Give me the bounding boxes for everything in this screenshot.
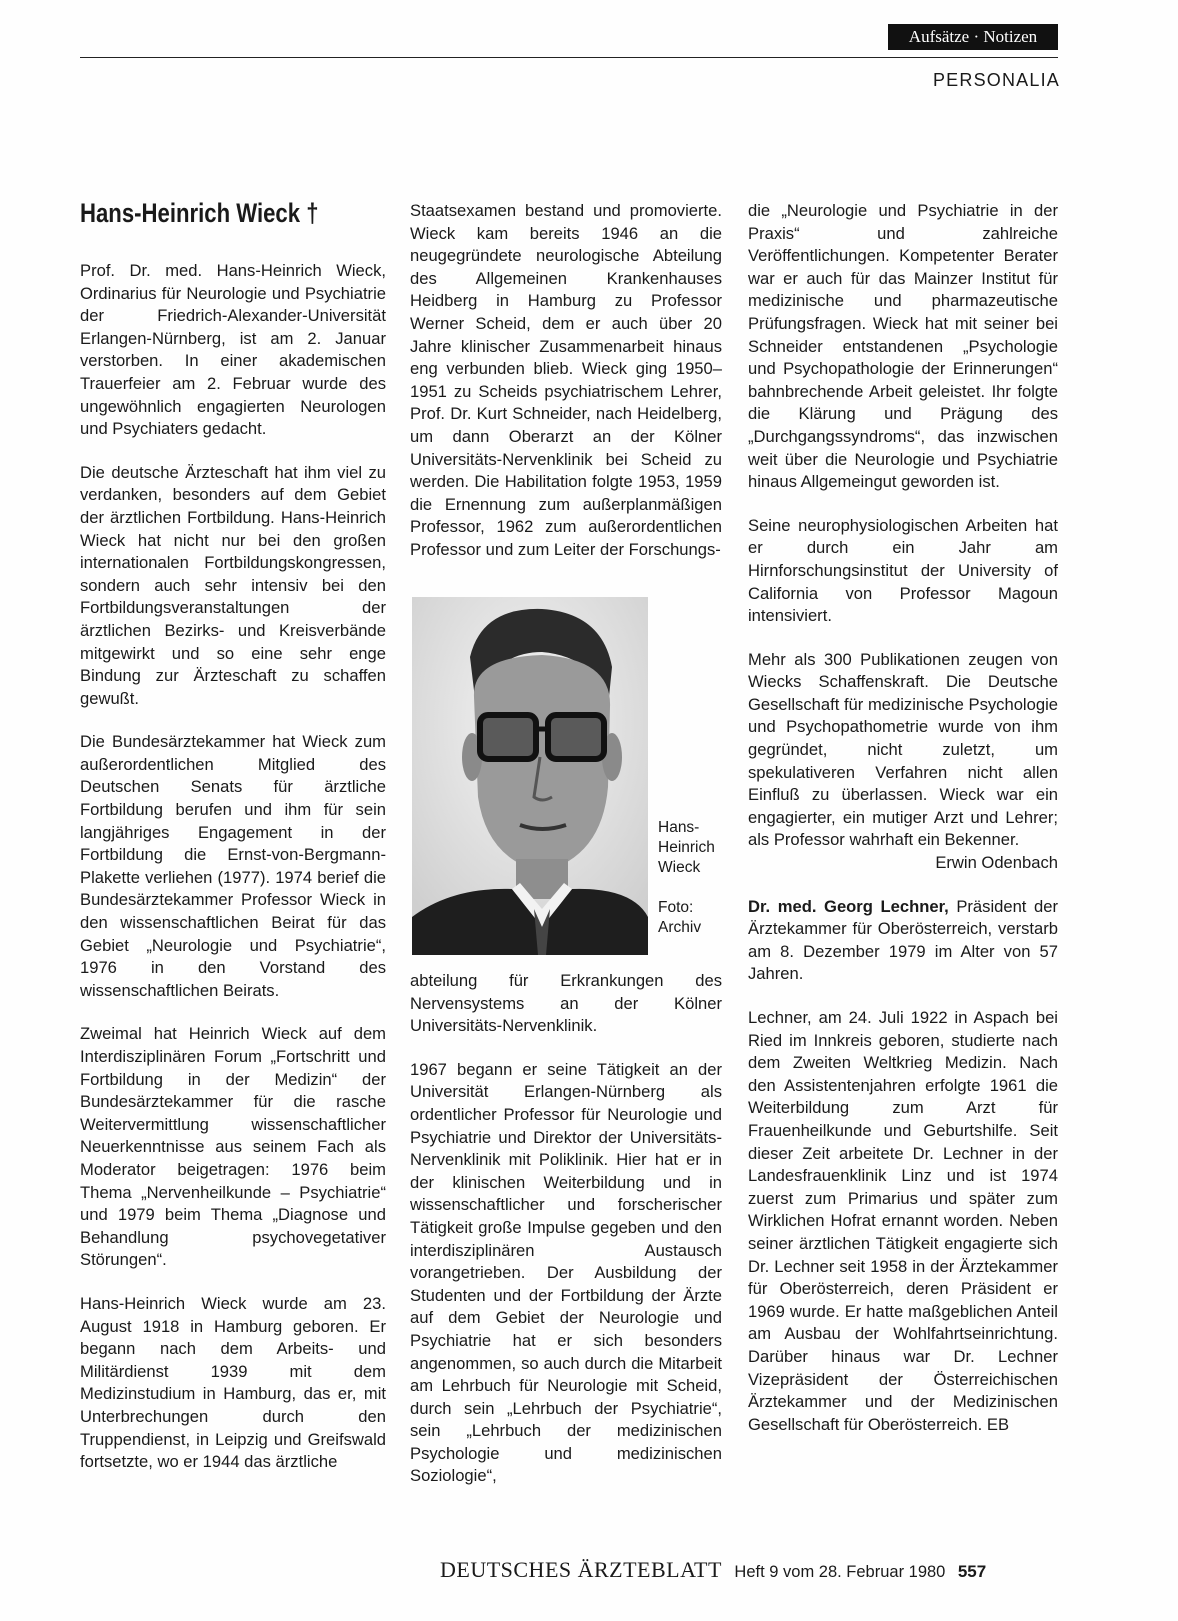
caption-line: Heinrich xyxy=(658,839,715,856)
paragraph: abteilung für Erkrankungen des Nervensystems an der Kölner Universitäts-Nervenklinik. xyxy=(410,971,722,1036)
journal-name: DEUTSCHES ÄRZTEBLATT xyxy=(440,1557,722,1582)
rubric: PERSONALIA xyxy=(932,70,1060,90)
notice-intro-text: Präsident der Ärztekammer für Oberösterreich, verstarb am 8. Dezember 1979 im Alter von 57 Jahren. xyxy=(748,896,1058,984)
paragraph: Die deutsche Ärzteschaft hat ihm viel zu verdanken, besonders auf dem Gebiet der ärztlichen Fortbildung. Hans-Heinrich Wieck hat nicht nur bei den großen internationalen Fortbildungskongressen, sondern auch sehr intensiv bei den Fortbildungsveranstaltungen der ärztlichen Bezirks- und Kreisverbände mitgewirkt und so eine sehr enge Bindung zur Ärzteschaft zu schaffen gewußt. xyxy=(80,462,386,708)
notice-body-text: Lechner, am 24. Juli 1922 in Aspach bei Ried im Innkreis geboren, studierte nach dem Zweiten Weltkrieg Medizin. Nach den Assistentenjahren erfolgte 1961 die Weiterbildung zum Arzt für Frauenheilkunde und Geburtshilfe. Seit dieser Zeit arbeitete Dr. Lechner in der Landesfrauenklinik Linz und ist 1974 zuerst zum Primarius und später zum Wirklichen Hofrat ernannt worden. Neben seiner ärztlichen Tätigkeit engagierte sich Dr. Lechner seit 1958 in der Ärztekammer für Oberösterreich, deren Präsident er 1969 wurde. Er hatte maßgeblichen Anteil am Ausbau der Wohlfahrtseinrichtung. Darüber hinaus war Dr. Lechner Vizepräsident der Österreichischen Ärztekammer und der Medizinischen Gesellschaft für Oberösterreich. xyxy=(748,1008,1058,1434)
issue-info: Heft 9 vom 28. Februar 1980 xyxy=(734,1563,946,1581)
notice-name: Dr. med. Georg Lechner, xyxy=(748,896,949,916)
column-3 xyxy=(748,200,1058,1457)
page-footer xyxy=(440,1557,986,1583)
author-signature: Erwin Odenbach xyxy=(935,853,1058,873)
caption-line: Hans- xyxy=(658,819,700,836)
article-title: Hans-Heinrich Wieck † xyxy=(80,198,319,228)
notice-initials: EB xyxy=(986,1414,1010,1434)
paragraph: Zweimal hat Heinrich Wieck auf dem Interdisziplinären Forum „Fortschritt und Fortbildung in der Medizin“ der Bundesärztekammer für die rasche Weitervermittlung wissenschaftlicher Neuerkenntnisse aus seinem Fach als Moderator beigetragen: 1976 beim Thema „Nervenheilkunde – Psychiatrie“ und 1979 beim Thema „Diagnose und Behandlung psychovegetativer Störungen“. xyxy=(80,1024,386,1270)
portrait-photo xyxy=(412,597,648,955)
paragraph: Hans-Heinrich Wieck wurde am 23. August 1918 in Hamburg geboren. Er begann nach dem Arbeits- und Militärdienst 1939 mit dem Medizinstudium in Hamburg, das er, mit Unterbrechungen durch den Truppendienst, in Leipzig und Greifswald fortsetzte, wo er 1944 das ärztliche xyxy=(80,1293,386,1472)
page-number: 557 xyxy=(957,1562,987,1581)
caption-line: Archiv xyxy=(658,919,702,936)
paragraph: Prof. Dr. med. Hans-Heinrich Wieck, Ordinarius für Neurologie und Psychiatrie der Friedrich-Alexander-Universität Erlangen-Nürnberg, ist am 2. Januar verstorben. In einer akademischen Trauerfeier am 2. Februar wurde des ungewöhnlich engagierten Neurologen und Psychiaters gedacht. xyxy=(80,261,386,439)
paragraph-text: Mehr als 300 Publikationen zeugen von Wiecks Schaffenskraft. Die Deutsche Gesellschaft für medizinische Psychologie und Psychopathometrie wurde von ihm gegründet, nicht zuletzt, um spekulativeren Verfahren nicht allen Einfluß zu überlassen. Wieck war ein engagierter, ein mutiger Arzt und Lehrer; als Professor wahrhaft ein Bekenner. xyxy=(748,649,1058,850)
paragraph: 1967 begann er seine Tätigkeit an der Universität Erlangen-Nürnberg als ordentlicher Professor für Neurologie und Psychiatrie und Direktor der Universitäts-Nervenklinik mit Poliklinik. Hier hat er in der klinischen Weiterbildung und in wissenschaftlicher und forscherischer Tätigkeit große Impulse gegeben und den interdisziplinären Austausch vorangetrieben. Der Ausbildung der Studenten und der Fortbildung der Ärzte auf dem Gebiet der Neurologie und Psychiatrie hat er sich besonders angenommen, so auch durch die Mitarbeit am Lehrbuch für Neurologie mit Scheid, durch sein „Lehrbuch der Psychiatrie“, sein „Lehrbuch der medizinischen Psychologie und medizinischen Soziologie“, xyxy=(410,1059,722,1486)
photo-caption xyxy=(658,818,728,938)
paragraph: Die Bundesärztekammer hat Wieck zum außerordentlichen Mitglied des Deutschen Senats für ärztliche Fortbildung berufen und ihm für sein langjähriges Engagement in der Fortbildung die Ernst-von-Bergmann-Plakette verliehen (1977). 1974 berief die Bundesärztekammer Professor Wieck in den wissenschaftlichen Beirat für das Gebiet „Neurologie und Psychiatrie“, 1976 in den Vorstand des wissenschaftlichen Beirats. xyxy=(80,732,386,1000)
notice-intro xyxy=(748,896,1058,986)
caption-line: Foto: xyxy=(658,899,694,916)
header-rule xyxy=(80,57,1058,58)
caption-line: Wieck xyxy=(658,859,701,876)
paragraph: Seine neurophysiologischen Arbeiten hat er durch ein Jahr am Hirnforschungsinstitut der University of California von Professor Magoun intensiviert. xyxy=(748,515,1058,626)
paragraph: die „Neurologie und Psychiatrie in der Praxis“ und zahlreiche Veröffentlichungen. Kompetenter Berater war er auch für das Mainzer Institut für medizinische und pharmazeutische Prüfungsfragen. Wieck hat mit seiner bei Schneider entstandenen „Psychologie und Psychopathologie der Erinnerungen“ bahnbrechende Arbeit geleistet. Ihr folgte die Klärung und Prägung des „Durchgangssyndroms“, das inzwischen weit über die Neurologie und Psychiatrie hinaus Allgemeingut geworden ist. xyxy=(748,201,1058,492)
paragraph: Staatsexamen bestand und promovierte. Wieck kam bereits 1946 an die neugegründete neurologische Abteilung des Allgemeinen Krankenhauses Heidberg in Hamburg zu Professor Werner Scheid, dem er auch über 20 Jahre klinischer Zusammenarbeit hinaus eng verbunden blieb. Wieck ging 1950–1951 zu Scheids psychiatrischem Lehrer, Prof. Dr. Kurt Schneider, nach Heidelberg, um dann Oberarzt an der Kölner Universitäts-Nervenklinik bei Scheid zu werden. Die Habilitation folgte 1953, 1959 die Ernennung zum außerplanmäßigen Professor, 1962 zum außerordentlichen Professor und zum Leiter der Forschungs- xyxy=(410,201,722,559)
paragraph xyxy=(748,649,1058,875)
column-2-top xyxy=(410,200,722,583)
column-1 xyxy=(80,260,386,1495)
column-2-bottom xyxy=(410,970,722,1509)
section-tag: Aufsätze · Notizen xyxy=(888,24,1058,50)
notice-body xyxy=(748,1007,1058,1436)
